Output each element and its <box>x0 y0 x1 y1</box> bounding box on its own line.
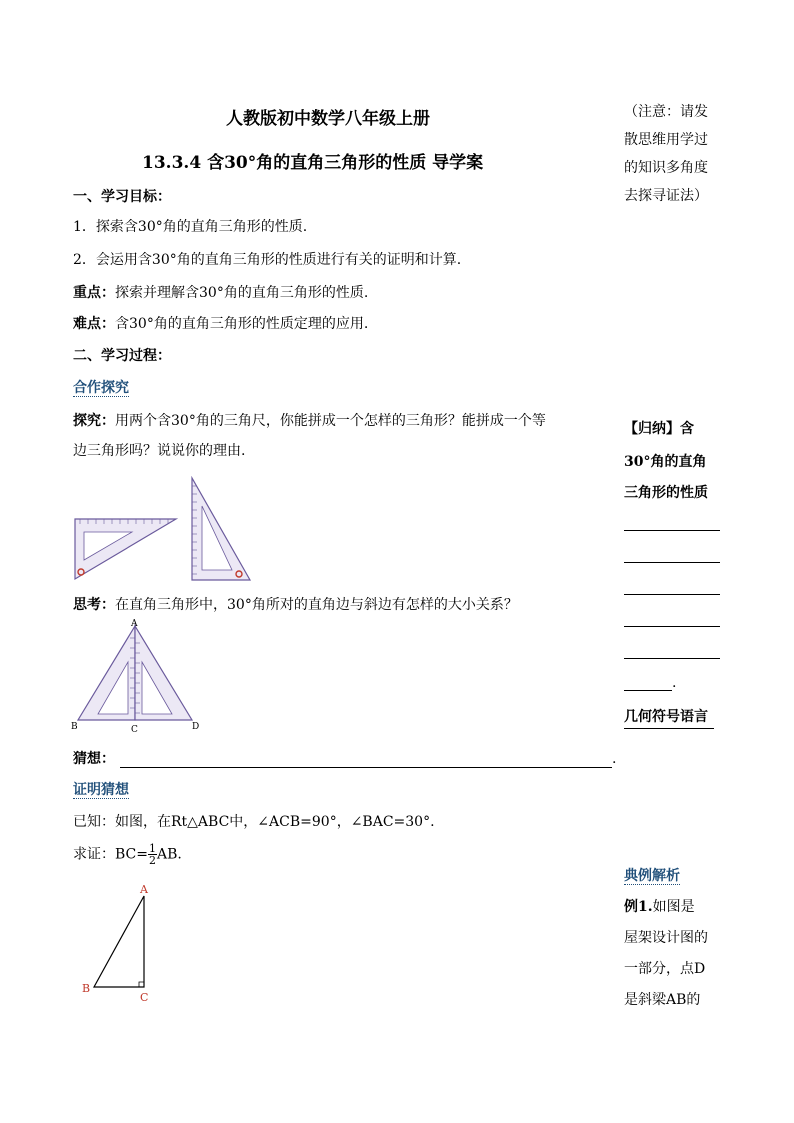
tag-cooperative-text: 合作探究 <box>73 380 129 396</box>
guess-answer-line[interactable] <box>120 767 612 768</box>
summary-line: 【归纳】含 <box>624 421 694 437</box>
summary-answer-line[interactable] <box>624 690 672 691</box>
explore-label: 探究： <box>73 413 115 429</box>
difficulty-label: 难点： <box>73 316 115 332</box>
summary-end: . <box>672 675 677 691</box>
difficulty-point <box>73 313 368 335</box>
summary-answer-line[interactable] <box>624 594 720 595</box>
summary-answer-line[interactable] <box>624 562 720 563</box>
label-a: A <box>140 883 148 896</box>
example-line: 是斜梁AB的 <box>624 992 701 1008</box>
label-d: D <box>192 722 200 732</box>
key-point <box>73 282 368 304</box>
summary-answer-line[interactable] <box>624 626 720 627</box>
difficulty-text: 含30°角的直角三角形的性质定理的应用. <box>115 316 369 332</box>
label-a: A <box>131 619 138 629</box>
example-line <box>624 892 708 923</box>
guess-end: . <box>612 751 617 767</box>
summary-answer-line[interactable] <box>624 658 720 659</box>
guess-label-text: 猜想： <box>73 751 115 767</box>
think-text: 在直角三角形中，30°角所对的直角边与斜边有怎样的大小关系？ <box>115 597 518 613</box>
guess-label <box>73 748 115 770</box>
page-subtitle: 13.3.4 含30°角的直角三角形的性质 导学案 <box>142 153 484 173</box>
tag-proof <box>73 779 129 799</box>
right-triangle-figure <box>78 880 158 1004</box>
tag-cooperative <box>73 377 129 397</box>
example-line: 屋架设计图的 <box>624 930 708 946</box>
section-heading-goals: 一、学习目标： <box>73 189 171 205</box>
given-statement: 已知：如图，在Rt△ABC中，∠ACB=90°，∠BAC=30°. <box>73 814 435 830</box>
symbolic-language-label: 几何符号语言 <box>624 706 714 729</box>
label-b: B <box>82 982 91 995</box>
key-text: 探索并理解含30°角的直角三角形的性质. <box>115 285 369 301</box>
label-c: C <box>131 725 138 734</box>
example-line: 一部分，点D <box>624 961 706 977</box>
think-line <box>73 594 518 616</box>
side-note-line: 的知识多角度 <box>624 160 708 176</box>
side-note-line: 散思维用学过 <box>624 132 708 148</box>
think-label: 思考： <box>73 597 115 613</box>
prove-statement <box>73 843 182 866</box>
explore-text: 用两个含30°角的三角尺，你能拼成一个怎样的三角形？能拼成一个等 <box>115 413 546 429</box>
fraction-denominator: 2 <box>149 854 156 867</box>
prove-tail: AB. <box>157 846 182 863</box>
tag-proof-text: 证明猜想 <box>73 782 129 798</box>
side-note-line: （注意：请发 <box>624 104 708 120</box>
fraction-one-half <box>148 843 157 866</box>
equilateral-figure <box>70 618 204 734</box>
explore-line-2: 边三角形吗？说说你的理由. <box>73 443 246 459</box>
section-heading-process: 二、学习过程： <box>73 348 171 364</box>
prove-label: 求证：BC= <box>73 846 148 863</box>
example-line-text: 如图是 <box>652 899 695 915</box>
label-b: B <box>71 722 78 732</box>
side-note-line: 去探寻证法） <box>624 188 708 204</box>
example-text <box>624 892 708 1016</box>
summary-line: 三角形的性质 <box>624 485 708 501</box>
side-note <box>624 98 708 210</box>
set-squares-figure <box>72 476 254 584</box>
goal-item: 1．探索含30°角的直角三角形的性质. <box>73 219 308 235</box>
summary-answer-line[interactable] <box>624 530 720 531</box>
key-label: 重点： <box>73 285 115 301</box>
summary-line: 30°角的直角 <box>624 454 707 470</box>
goal-item: 2．会运用含30°角的直角三角形的性质进行有关的证明和计算. <box>73 252 462 268</box>
tag-example-text: 典例解析 <box>624 868 680 884</box>
example-label: 例1. <box>624 899 653 915</box>
fraction-numerator: 1 <box>149 842 156 855</box>
tag-example <box>624 865 680 885</box>
explore-line <box>73 410 546 432</box>
label-c: C <box>140 991 149 1004</box>
page-title: 人教版初中数学八年级上册 <box>226 109 430 129</box>
